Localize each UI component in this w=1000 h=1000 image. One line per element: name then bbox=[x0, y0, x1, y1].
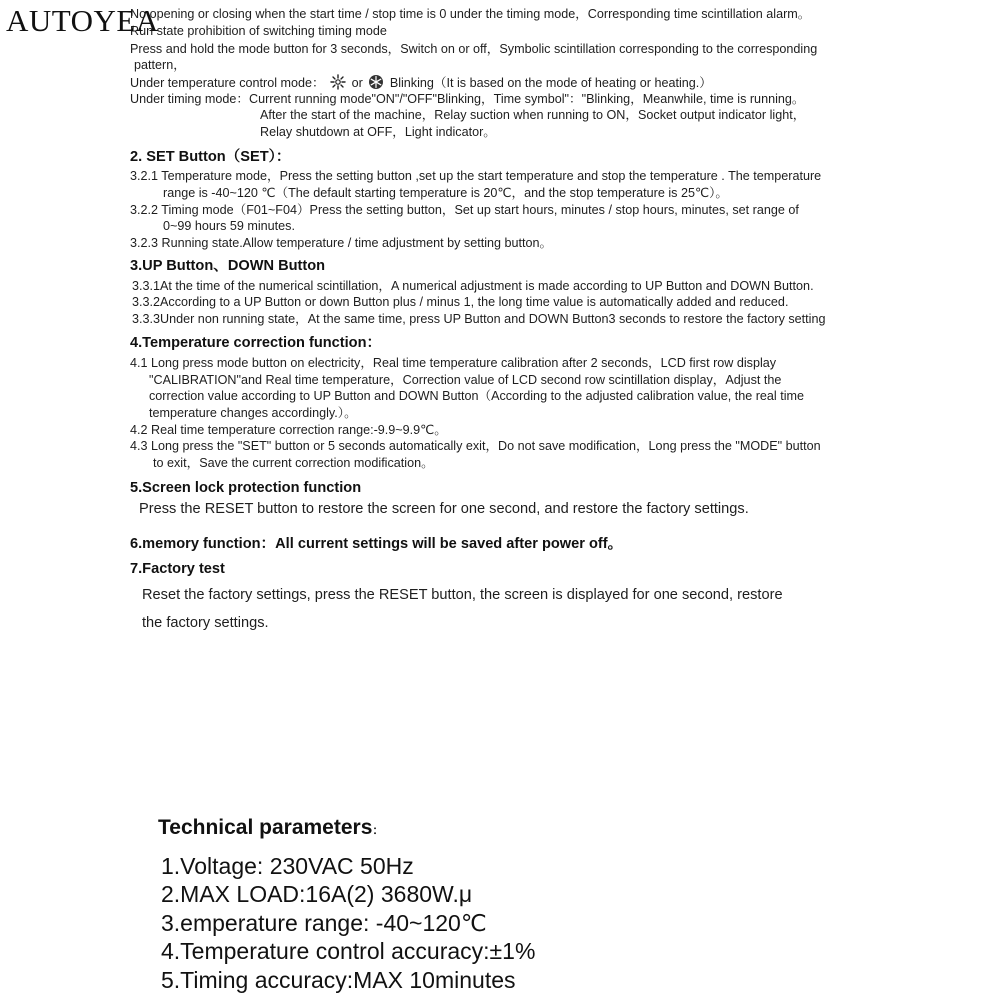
s3-line1: 3.3.1At the time of the numerical scintillation，A numerical adjustment is made according to UP Button and DOWN Button. bbox=[132, 279, 814, 293]
tech-item-voltage: 1.Voltage: 230VAC 50Hz bbox=[161, 853, 414, 879]
s4-line7: to exit，Save the current correction modification。 bbox=[153, 456, 434, 470]
section2-heading: 2. SET Button（SET）： bbox=[130, 149, 291, 165]
section5-heading: 5.Screen lock protection function bbox=[130, 480, 362, 496]
s7-line1: Reset the factory settings, press the RESET button, the screen is displayed for one second, restore bbox=[142, 587, 783, 603]
tech-item-control-accuracy: 4.Temperature control accuracy:±1% bbox=[161, 938, 536, 964]
tech-heading-text: Technical parameters bbox=[158, 816, 373, 839]
tech-heading bbox=[158, 814, 384, 845]
s2-line2: range is -40~120 ℃（The default starting temperature is 20℃，and the stop temperature is 25℃）。 bbox=[163, 186, 729, 200]
s4-line1: 4.1 Long press mode button on electricity，Real time temperature calibration after 2 seconds，LCD first row display bbox=[130, 356, 777, 370]
tech-item-timing-accuracy: 5.Timing accuracy:MAX 10minutes bbox=[161, 967, 516, 993]
brand-watermark: AUTOYEA bbox=[6, 3, 159, 38]
s7-line2: the factory settings. bbox=[142, 615, 269, 631]
s4-line4: temperature changes accordingly.）。 bbox=[149, 406, 357, 420]
s1-line6: Under timing mode：Current running mode"ON"/"OFF"Blinking，Time symbol"："Blinking，Meanwhile, time is running。 bbox=[130, 92, 805, 106]
tech-heading-colon: ： bbox=[372, 825, 384, 837]
s1-line2: Run state prohibition of switching timing mode bbox=[130, 24, 387, 38]
s3-line3: 3.3.3Under non running state，At the same time, press UP Button and DOWN Button3 seconds to restore the factory setting bbox=[132, 312, 826, 326]
s1-line7: After the start of the machine，Relay suction when running to ON，Socket output indicator light， bbox=[260, 108, 806, 122]
s1-line3: Press and hold the mode button for 3 seconds，Switch on or off，Symbolic scintillation corresponding to the corresponding bbox=[130, 42, 818, 56]
section3-heading: 3.UP Button、DOWN Button bbox=[130, 258, 326, 274]
tech-item-max-load: 2.MAX LOAD:16A(2) 3680W.μ bbox=[161, 881, 473, 907]
section7-heading: 7.Factory test bbox=[130, 561, 225, 577]
s1-line5-or: or bbox=[351, 76, 363, 90]
s4-line2: "CALIBRATION"and Real time temperature，Correction value of LCD second row scintillation display，Adjust the bbox=[149, 373, 782, 387]
s1-line5-suffix: Blinking（It is based on the mode of heating or heating.） bbox=[389, 76, 712, 90]
s4-line6: 4.3 Long press the "SET" button or 5 seconds automatically exit，Do not save modification，Long press the "MODE" button bbox=[130, 439, 821, 453]
section6-heading: 6.memory function：All current settings will be saved after power off。 bbox=[130, 536, 623, 552]
s2-line4: 0~99 hours 59 minutes. bbox=[163, 219, 295, 233]
s2-line5: 3.2.3 Running state.Allow temperature / time adjustment by setting button。 bbox=[130, 236, 553, 250]
s1-line8: Relay shutdown at OFF，Light indicator。 bbox=[260, 125, 496, 139]
s4-line5: 4.2 Real time temperature correction range:-9.9~9.9℃。 bbox=[130, 423, 447, 437]
s1-line1: No opening or closing when the start time / stop time is 0 under the timing mode，Corresponding time scintillation alarm。 bbox=[130, 7, 811, 21]
s5-line1: Press the RESET button to restore the screen for one second, and restore the factory settings. bbox=[139, 501, 749, 517]
s1-line5-prefix: Under temperature control mode： bbox=[130, 76, 325, 90]
s4-line3: correction value according to UP Button and DOWN Button（According to the adjusted calibration value, the real time bbox=[149, 389, 804, 403]
s2-line3: 3.2.2 Timing mode（F01~F04）Press the setting button，Set up start hours, minutes / stop hours, minutes, set range of bbox=[130, 203, 799, 217]
s1-line4: pattern， bbox=[134, 58, 186, 72]
s3-line2: 3.3.2According to a UP Button or down Button plus / minus 1, the long time value is automatically added and reduced. bbox=[132, 295, 789, 309]
s2-line1: 3.2.1 Temperature mode，Press the setting button ,set up the start temperature and stop the temperature . The temperature bbox=[130, 169, 822, 183]
tech-item-temperature-range: 3.emperature range: -40~120℃ bbox=[161, 910, 487, 936]
section4-heading: 4.Temperature correction function： bbox=[130, 335, 382, 351]
